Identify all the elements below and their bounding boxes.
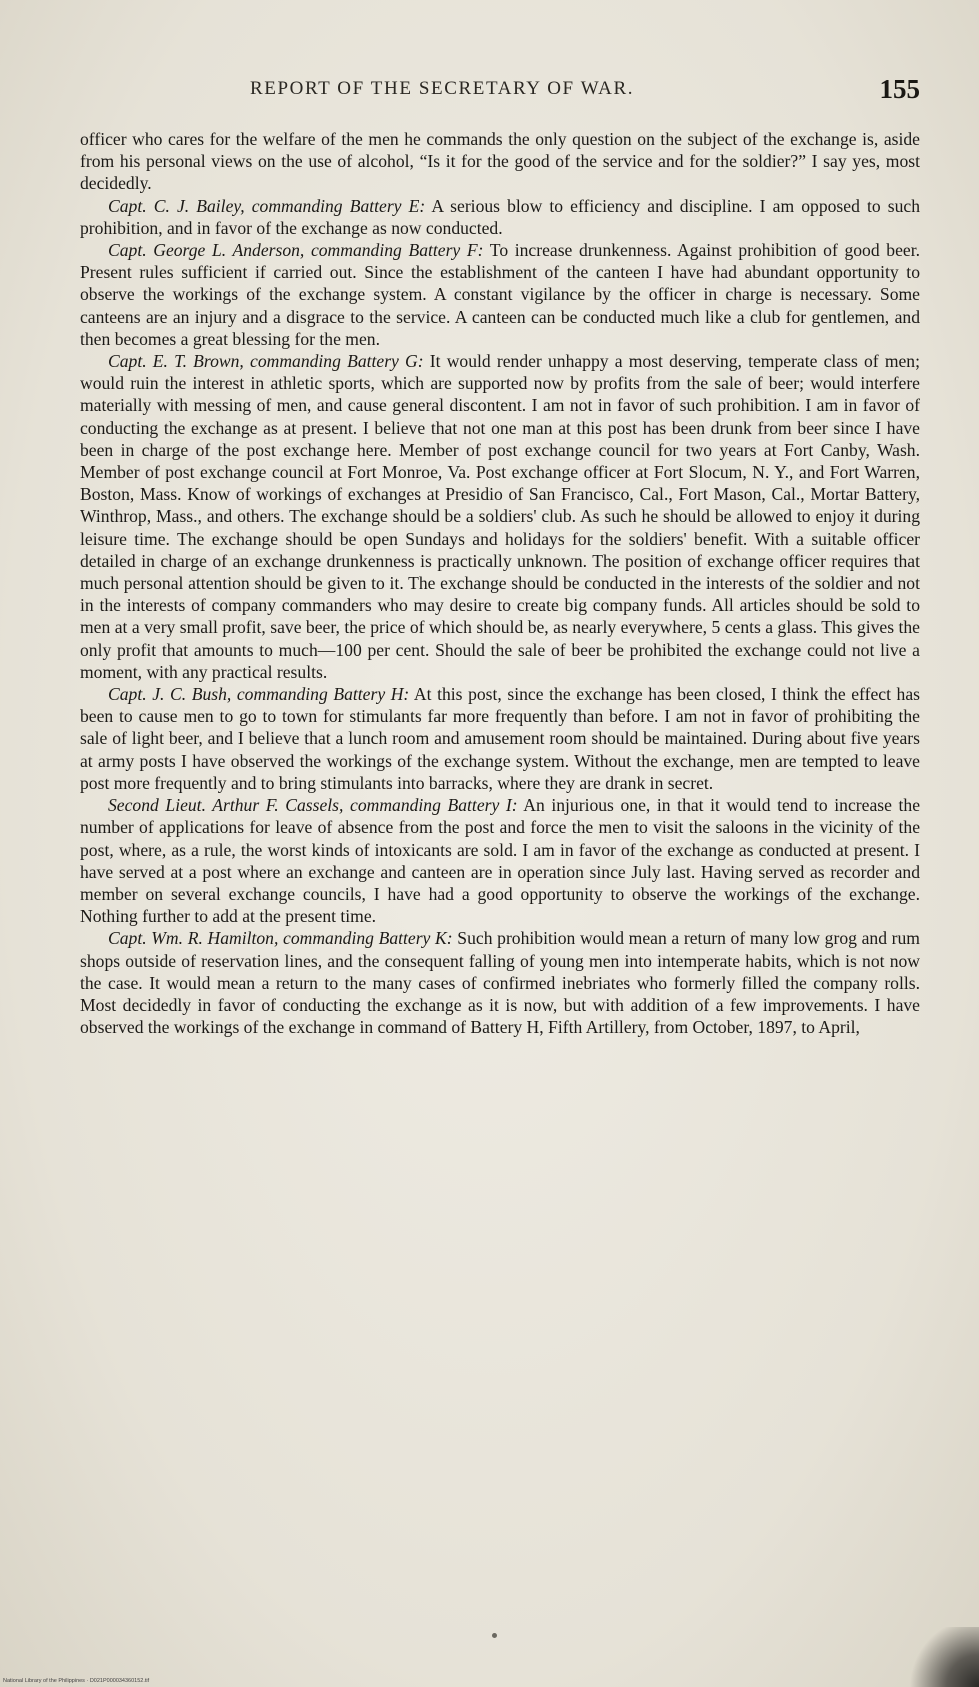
paragraph-text: To increase drunkenness. Against prohibition of good beer. Present rules sufficient if carried out. Since the establishment of the canteen I have had abundant opportunity to observe the workings of the exchange system. A constant vigilance by the officer in charge is necessary. Some canteens are an injury and a disgrace to the service. A canteen can be conducted much like a club for gentlemen, and then becomes a great blessing for the men. bbox=[80, 240, 920, 349]
scan-corner-shadow bbox=[909, 1627, 979, 1687]
paragraph-brown bbox=[80, 350, 920, 683]
paragraph-text: An injurious one, in that it would tend to increase the number of applications for leave of absence from the post and force the men to visit the saloons in the vicinity of the post, where, as a rule, the worst kinds of intoxicants are sold. I am in favor of the exchange as conducted at present. I have served at a post where an exchange and canteen are in operation since July last. Having served as recorder and member on several exchange councils, I have had a good opportunity to observe the workings of the exchange. Nothing further to add at the present time. bbox=[80, 795, 921, 927]
paragraph-text: At this post, since the exchange has been closed, I think the effect has been to cause men to go to town for stimulants far more frequently than before. I am not in favor of prohibiting the sale of light beer, and I believe that a lunch room and amusement room should be maintained. During about five years at army posts I have observed the workings of the exchange system. Without the exchange, men are tempted to leave post more frequently and to bring stimulants into barracks, where they are drank in secret. bbox=[80, 684, 920, 793]
paragraph-bailey bbox=[80, 195, 920, 239]
paragraph-text: officer who cares for the welfare of the men he commands the only question on the subject of the exchange is, aside from his personal views on the use of alcohol, “Is it for the good of the service and for the soldier?” I say yes, most decidedly. bbox=[80, 129, 920, 194]
speaker-attribution: Capt. C. J. Bailey, commanding Battery E: bbox=[108, 195, 426, 216]
paragraph-bush bbox=[80, 683, 920, 794]
page-header bbox=[80, 74, 920, 114]
scan-credit: National Library of the Philippines · D021P000034360152.tif bbox=[3, 1678, 150, 1684]
speaker-attribution: Second Lieut. Arthur F. Cassels, commanding Battery I: bbox=[108, 795, 518, 816]
speaker-attribution: Capt. Wm. R. Hamilton, commanding Battery K: bbox=[108, 928, 453, 949]
speaker-attribution: Capt. George L. Anderson, commanding Battery F: bbox=[108, 240, 484, 261]
paragraph-text: It would render unhappy a most deserving, temperate class of men; would ruin the interest in athletic sports, which are supported now by profits from the sale of beer; would interfere materially with messing of men, and cause general discontent. I am not in favor of such prohibition. I am in favor of conducting the exchange as at present. I believe that not one man at this post has been drunk from beer since I have been in charge of the post exchange here. Member of post exchange council for two years at Fort Canby, Wash. Member of post exchange council at Fort Monroe, Va. Post exchange officer at Fort Slocum, N. Y., and Fort Warren, Boston, Mass. Know of workings of exchanges at Presidio of San Francisco, Cal., Fort Mason, Cal., Mortar Battery, Winthrop, Mass., and others. The exchange should be a soldiers' club. As such he should be allowed to enjoy it during leisure time. The exchange should be open Sundays and holidays for the soldiers' benefit. With a suitable officer detailed in charge of an exchange drunkenness is practically unknown. The position of exchange officer requires that much personal attention should be given to it. The exchange should be conducted in the interests of the soldier and not in the interests of company commanders who may desire to create big company funds. All articles should be sold to men at a very small profit, save beer, the price of which should be, as nearly everywhere, 5 cents a glass. This gives the only profit that amounts to much—100 per cent. Should the sale of beer be prohibited the exchange could not live a moment, with any practical results. bbox=[80, 351, 920, 682]
paragraph-anderson bbox=[80, 239, 920, 350]
paragraph-text: Such prohibition would mean a return of many low grog and rum shops outside of reservation lines, and the consequent falling of young men into intemperate habits, which is not now the case. It would mean a return to the many cases of confirmed inebriates who formerly filled the company rolls. Most decidedly in favor of conducting the exchange as it is now, but with addition of a few improvements. I have observed the workings of the exchange in command of Battery H, Fifth Artillery, from October, 1897, to April, bbox=[80, 928, 920, 1038]
paragraph-text: A serious blow to efficiency and discipline. I am opposed to such prohibition, and in favor of the exchange as now conducted. bbox=[80, 195, 921, 238]
ink-dot bbox=[492, 1633, 497, 1638]
speaker-attribution: Capt. J. C. Bush, commanding Battery H: bbox=[108, 684, 410, 705]
page-number: 155 bbox=[879, 74, 920, 104]
paragraph-continuation bbox=[80, 128, 920, 195]
report-body bbox=[80, 128, 920, 1038]
speaker-attribution: Capt. E. T. Brown, commanding Battery G: bbox=[108, 351, 424, 372]
paragraph-cassels bbox=[80, 794, 920, 927]
paragraph-hamilton bbox=[80, 927, 920, 1038]
running-head: REPORT OF THE SECRETARY OF WAR. bbox=[250, 78, 635, 99]
